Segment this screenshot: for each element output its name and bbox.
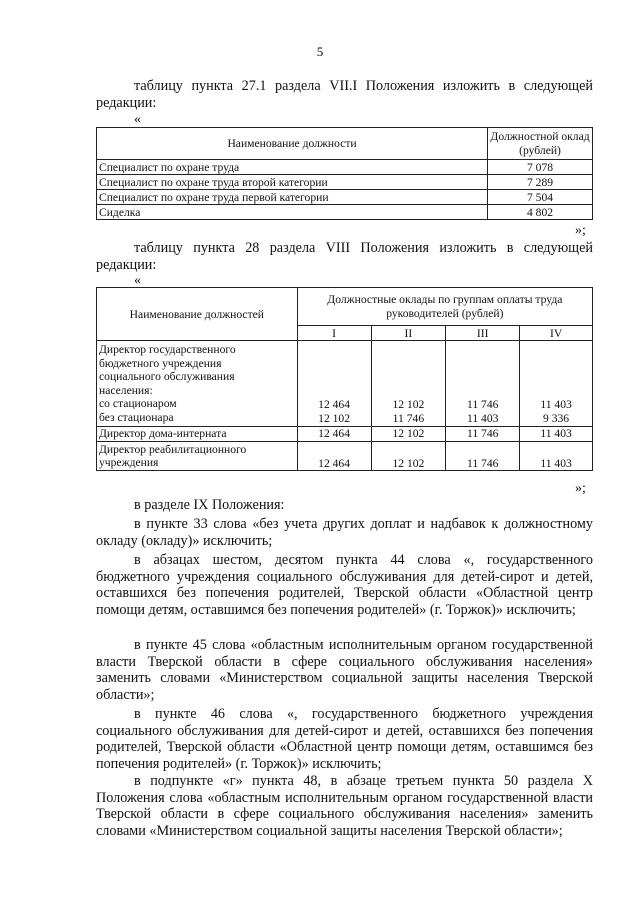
table2-value: 12 464 — [318, 398, 351, 412]
table2-header-groups: Должностные оклады по группам оплаты труда руководителей (рублей) — [297, 288, 592, 326]
table1-cell-value: 7 289 — [488, 175, 593, 190]
table2-group-3: III — [446, 326, 520, 341]
table2-value: 12 464 — [297, 426, 371, 441]
table2-row1-line: социального обслуживания — [99, 370, 235, 384]
table2-value: 11 403 — [540, 398, 572, 412]
table-row — [97, 205, 593, 220]
table2-value: 11 746 — [392, 411, 425, 425]
table2-row2-label: Директор дома-интерната — [97, 426, 298, 441]
paragraph-item48: в подпункте «г» пункта 48, в абзаце третьем пункта 50 раздела X Положения слова «областным исполнительным органом государственной власти Тверской области в сфере социального обслуживания населения» заменить словами «Министерством социальной защиты населения Тверской области»; — [96, 773, 593, 839]
table-row — [97, 426, 593, 441]
table-row — [97, 175, 593, 190]
table1-header-salary: Должностной оклад (рублей) — [488, 128, 593, 160]
table2-row3-line: учреждения — [99, 456, 159, 470]
table1-cell-name: Специалист по охране труда первой категории — [97, 190, 488, 205]
paragraph-item33: в пункте 33 слова «без учета других доплат и надбавок к должностному окладу (окладу)» исключить; — [96, 516, 593, 549]
table2-row1-line: населения: — [99, 383, 153, 397]
table1-cell-value: 4 802 — [488, 205, 593, 220]
table-row — [97, 160, 593, 175]
open-quote-2: « — [134, 273, 141, 288]
table-row — [97, 441, 593, 470]
table2-value: 11 403 — [520, 441, 593, 470]
table2-cell — [520, 341, 593, 427]
table2-row1-sub-name: без стационара — [99, 410, 174, 424]
table2-value: 11 746 — [467, 398, 499, 412]
table2-row3-label — [97, 441, 298, 470]
table2-value: 12 102 — [392, 398, 425, 412]
paragraph-section9: в разделе IX Положения: — [134, 497, 285, 513]
table2-row1-line: бюджетного учреждения — [99, 356, 222, 370]
table-positions-salary — [96, 127, 593, 220]
table1-cell-name: Специалист по охране труда — [97, 160, 488, 175]
table2-row3-line: Директор реабилитационного — [99, 442, 247, 456]
table-manager-salaries — [96, 287, 593, 471]
table2-value: 12 102 — [371, 441, 446, 470]
table1-cell-name: Сиделка — [97, 205, 488, 220]
page-number: 5 — [316, 44, 324, 59]
table2-group-1: I — [297, 326, 371, 341]
table2-cell — [297, 341, 371, 427]
table1-cell-value: 7 078 — [488, 160, 593, 175]
paragraph-item44: в абзацах шестом, десятом пункта 44 слова «, государственного бюджетного учреждения социального обслуживания для детей-сирот и детей, оставшихся без попечения родителей, Тверской области «Областной центр помощи детям, оставшимся без попечения родителей» (г. Торжок)» исключить; — [96, 552, 593, 618]
table2-row1-sub-name: со стационаром — [99, 397, 177, 411]
table2-group-4: IV — [520, 326, 593, 341]
table2-value: 12 464 — [297, 441, 371, 470]
table2-cell — [371, 341, 446, 427]
table2-value: 12 102 — [318, 411, 351, 425]
table2-header-name: Наименование должностей — [97, 288, 298, 341]
table2-cell — [446, 341, 520, 427]
table2-value: 11 746 — [446, 426, 520, 441]
table2-value: 9 336 — [543, 411, 570, 425]
paragraph-table1-intro: таблицу пункта 27.1 раздела VII.I Положения изложить в следующей редакции: — [96, 78, 593, 111]
close-quote-2: »; — [575, 481, 586, 496]
table2-value: 11 746 — [446, 441, 520, 470]
table2-value: 12 102 — [371, 426, 446, 441]
open-quote-1: « — [134, 112, 141, 127]
table-row — [97, 190, 593, 205]
table1-cell-value: 7 504 — [488, 190, 593, 205]
table2-group-2: II — [371, 326, 446, 341]
table2-value: 11 403 — [520, 426, 593, 441]
paragraph-table2-intro: таблицу пункта 28 раздела VIII Положения изложить в следующей редакции: — [96, 240, 593, 273]
table1-header-name: Наименование должности — [97, 128, 488, 160]
table2-value: 11 403 — [467, 411, 499, 425]
table2-row1-label — [97, 341, 298, 427]
table1-cell-name: Специалист по охране труда второй категории — [97, 175, 488, 190]
paragraph-item45: в пункте 45 слова «областным исполнительным органом государственной власти Тверской области в сфере социального обслуживания населения» заменить словами «Министерством социальной защиты населения Тверской области»; — [96, 637, 593, 703]
table-row — [97, 341, 593, 427]
table2-row1-line: Директор государственного — [99, 343, 236, 356]
paragraph-item46: в пункте 46 слова «, государственного бюджетного учреждения социального обслуживания для детей-сирот и детей, оставшихся без попечения родителей, Тверской области «Областной центр помощи детям, оставшимся без попечения родителей» (г. Торжок)» исключить; — [96, 706, 593, 772]
close-quote-1: »; — [575, 223, 586, 238]
